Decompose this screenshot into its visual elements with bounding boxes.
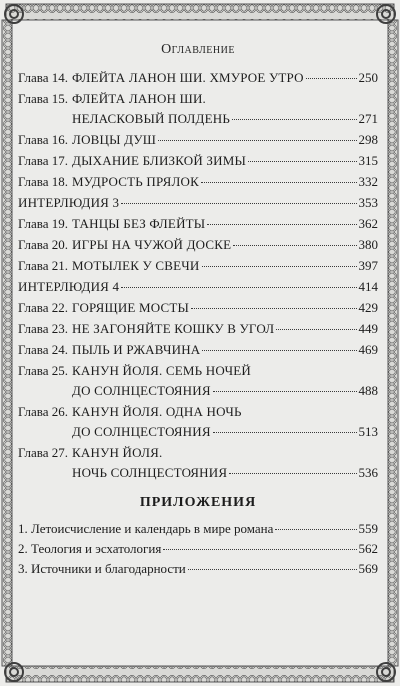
toc-entry-body bbox=[72, 130, 378, 150]
toc-entry-line bbox=[18, 193, 378, 213]
leader-dots bbox=[188, 569, 357, 570]
appendix-list bbox=[18, 519, 378, 579]
toc-entry-body bbox=[72, 319, 378, 339]
toc-entry bbox=[18, 68, 378, 88]
page-number: 562 bbox=[358, 541, 378, 556]
page-number: 429 bbox=[358, 300, 378, 315]
chapter-title: МОТЫЛЕК У СВЕЧИ bbox=[72, 258, 200, 273]
toc-entry bbox=[18, 130, 378, 150]
toc-entry bbox=[18, 172, 378, 192]
leader-dots bbox=[275, 529, 356, 530]
chapter-title: КАНУН ЙОЛЯ. СЕМЬ НОЧЕЙ bbox=[72, 363, 251, 378]
toc-entry bbox=[18, 256, 378, 276]
toc-entry-line bbox=[18, 277, 378, 297]
toc-entry-body bbox=[72, 151, 378, 171]
toc-entry-line bbox=[18, 463, 378, 483]
toc-entry-body bbox=[72, 443, 378, 463]
chapter-title: КАНУН ЙОЛЯ. ОДНА НОЧЬ bbox=[72, 404, 242, 419]
chapter-title: НОЧЬ СОЛНЦЕСТОЯНИЯ bbox=[72, 465, 228, 480]
chapter-number: Глава 26. bbox=[18, 404, 69, 419]
appendix-title: 1. Летоисчисление и календарь в мире романа bbox=[18, 521, 274, 536]
toc-entry-line bbox=[18, 256, 378, 276]
chapter-title: ДЫХАНИЕ БЛИЗКОЙ ЗИМЫ bbox=[72, 153, 247, 168]
toc-entry-line bbox=[18, 235, 378, 255]
toc-entry-line bbox=[18, 381, 378, 401]
chapter-title: НЕЛАСКОВЫЙ ПОЛДЕНЬ bbox=[72, 111, 231, 126]
leader-dots bbox=[158, 140, 356, 141]
leader-dots bbox=[213, 391, 357, 392]
chapter-title: ФЛЕЙТА ЛАНОН ШИ. ХМУРОЕ УТРО bbox=[72, 70, 304, 85]
leader-dots bbox=[213, 432, 357, 433]
toc-list bbox=[18, 68, 378, 483]
toc-entry-body bbox=[18, 277, 378, 297]
leader-dots bbox=[233, 245, 356, 246]
leader-dots bbox=[202, 266, 357, 267]
chapter-number: Глава 27. bbox=[18, 445, 69, 460]
toc-entry-line bbox=[18, 422, 378, 442]
chapter-number: Глава 20. bbox=[18, 237, 69, 252]
page-number: 488 bbox=[358, 383, 378, 398]
chapter-number: Глава 21. bbox=[18, 258, 69, 273]
page-number: 353 bbox=[358, 195, 378, 210]
toc-entry bbox=[18, 214, 378, 234]
toc-entry-body bbox=[72, 68, 378, 88]
chapter-number: Глава 15. bbox=[18, 91, 69, 106]
toc-entry-line bbox=[18, 151, 378, 171]
chapter-title: ДО СОЛНЦЕСТОЯНИЯ bbox=[72, 424, 211, 439]
appendix-title: 3. Источники и благодарности bbox=[18, 561, 186, 576]
page-number: 362 bbox=[358, 216, 378, 231]
chapter-number: Глава 24. bbox=[18, 342, 69, 357]
appendix-entry-body bbox=[18, 519, 378, 539]
toc-entry-body bbox=[72, 89, 378, 109]
toc-entry-body bbox=[72, 361, 378, 381]
appendix-entry bbox=[18, 519, 378, 539]
toc-entry-line bbox=[18, 402, 378, 422]
chapter-title: МУДРОСТЬ ПРЯЛОК bbox=[72, 174, 199, 189]
toc-entry bbox=[18, 89, 378, 129]
chapter-number: Глава 23. bbox=[18, 321, 69, 336]
toc-entry-line bbox=[18, 130, 378, 150]
toc-entry-body bbox=[72, 298, 378, 318]
table-of-contents bbox=[18, 42, 378, 579]
leader-dots bbox=[248, 161, 356, 162]
page-number: 449 bbox=[358, 321, 378, 336]
chapter-title: ИНТЕРЛЮДИЯ 3 bbox=[18, 195, 120, 210]
toc-entry-body bbox=[72, 172, 378, 192]
page-number: 536 bbox=[358, 465, 378, 480]
chapter-number: Глава 19. bbox=[18, 216, 69, 231]
toc-entry bbox=[18, 277, 378, 297]
page-number: 397 bbox=[358, 258, 378, 273]
toc-entry-body bbox=[72, 109, 378, 129]
chapter-number: Глава 17. bbox=[18, 153, 69, 168]
page-number: 513 bbox=[358, 424, 378, 439]
toc-entry-body bbox=[72, 214, 378, 234]
toc-entry-body bbox=[72, 235, 378, 255]
page-number: 569 bbox=[358, 561, 378, 576]
toc-entry bbox=[18, 298, 378, 318]
toc-entry-body bbox=[72, 402, 378, 422]
page-number: 250 bbox=[358, 70, 378, 85]
toc-entry-body bbox=[18, 193, 378, 213]
leader-dots bbox=[229, 473, 356, 474]
leader-dots bbox=[163, 549, 356, 550]
page-number: 315 bbox=[358, 153, 378, 168]
leader-dots bbox=[306, 78, 357, 79]
page-number: 380 bbox=[358, 237, 378, 252]
page-number: 298 bbox=[358, 132, 378, 147]
leader-dots bbox=[201, 182, 357, 183]
toc-entry-line bbox=[18, 443, 378, 463]
chapter-title: ДО СОЛНЦЕСТОЯНИЯ bbox=[72, 383, 211, 398]
toc-entry bbox=[18, 361, 378, 401]
leader-dots bbox=[191, 308, 356, 309]
leader-dots bbox=[276, 329, 356, 330]
chapter-title: ИНТЕРЛЮДИЯ 4 bbox=[18, 279, 120, 294]
toc-entry-line bbox=[18, 89, 378, 109]
appendix-entry bbox=[18, 559, 378, 579]
toc-heading: Оглавление bbox=[161, 42, 235, 57]
chapter-title: ГОРЯЩИЕ МОСТЫ bbox=[72, 300, 190, 315]
chapter-number: Глава 18. bbox=[18, 174, 69, 189]
leader-dots bbox=[121, 287, 356, 288]
toc-entry-line bbox=[18, 319, 378, 339]
toc-entry bbox=[18, 319, 378, 339]
chapter-number: Глава 16. bbox=[18, 132, 69, 147]
chapter-title: ИГРЫ НА ЧУЖОЙ ДОСКЕ bbox=[72, 237, 232, 252]
leader-dots bbox=[232, 119, 356, 120]
chapter-title: КАНУН ЙОЛЯ. bbox=[72, 445, 163, 460]
appendix-heading: ПРИЛОЖЕНИЯ bbox=[139, 495, 257, 510]
page-number: 332 bbox=[358, 174, 378, 189]
leader-dots bbox=[121, 203, 356, 204]
page-number: 414 bbox=[358, 279, 378, 294]
toc-entry-body bbox=[72, 381, 378, 401]
toc-entry-body bbox=[72, 256, 378, 276]
toc-entry bbox=[18, 235, 378, 255]
chapter-number: Глава 14. bbox=[18, 70, 69, 85]
appendix-entry-body bbox=[18, 559, 378, 579]
leader-dots bbox=[202, 350, 356, 351]
toc-entry bbox=[18, 193, 378, 213]
chapter-title: ЛОВЦЫ ДУШ bbox=[72, 132, 157, 147]
appendix-entry-body bbox=[18, 539, 378, 559]
toc-entry-line bbox=[18, 340, 378, 360]
appendix-title: 2. Теология и эсхатология bbox=[18, 541, 162, 556]
appendix-entry bbox=[18, 539, 378, 559]
chapter-number: Глава 22. bbox=[18, 300, 69, 315]
toc-entry-line bbox=[18, 298, 378, 318]
chapter-title: ПЫЛЬ И РЖАВЧИНА bbox=[72, 342, 201, 357]
chapter-number: Глава 25. bbox=[18, 363, 69, 378]
toc-entry-line bbox=[18, 361, 378, 381]
chapter-title: ФЛЕЙТА ЛАНОН ШИ. bbox=[72, 91, 206, 106]
chapter-title: НЕ ЗАГОНЯЙТЕ КОШКУ В УГОЛ bbox=[72, 321, 275, 336]
toc-entry-body bbox=[72, 422, 378, 442]
toc-entry-body bbox=[72, 340, 378, 360]
page-number: 559 bbox=[358, 521, 378, 536]
toc-entry-line bbox=[18, 214, 378, 234]
toc-entry-line bbox=[18, 109, 378, 129]
toc-entry bbox=[18, 443, 378, 483]
page-number: 271 bbox=[358, 111, 378, 126]
toc-entry bbox=[18, 151, 378, 171]
toc-entry-body bbox=[72, 463, 378, 483]
leader-dots bbox=[207, 224, 356, 225]
toc-entry bbox=[18, 402, 378, 442]
toc-entry-line bbox=[18, 172, 378, 192]
page-number: 469 bbox=[358, 342, 378, 357]
chapter-title: ТАНЦЫ БЕЗ ФЛЕЙТЫ bbox=[72, 216, 206, 231]
toc-entry bbox=[18, 340, 378, 360]
toc-entry-line bbox=[18, 68, 378, 88]
